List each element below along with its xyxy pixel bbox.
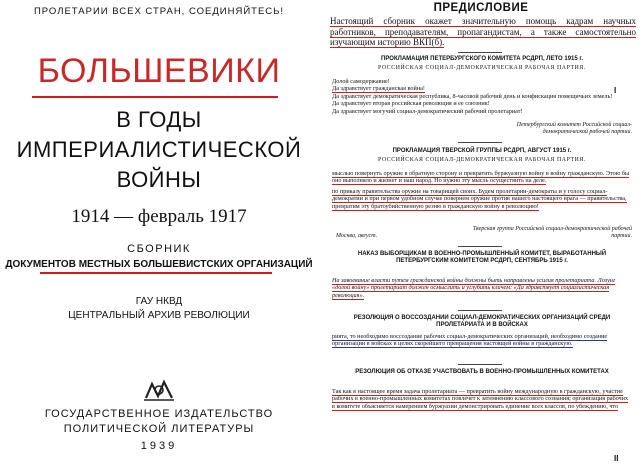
institution-line-1: ГАУ НКВД <box>135 296 183 307</box>
subtitle: ДОКУМЕНТОВ МЕСТНЫХ БОЛЬШЕВИСТСКИХ ОРГАНИЗАЦИЙ <box>5 259 313 270</box>
section-1-line-5: Да здравствует могучий социал-демократический рабочий пролетариат! <box>332 107 523 115</box>
section-5-text: Так как в настоящее время задача пролетариата — превратить войну международную в гражданскую, участие рабочих в военно-промышленных комитетах повлечет к затемнению классового сознания; организация рабочих в комитете объясняется намерением буржуазии демонстрировать единение всех классов, по убеждению, что <box>332 388 629 410</box>
book-title-line-1: В ГОДЫ <box>116 107 202 132</box>
section-2-para-1 <box>332 170 632 185</box>
section-2-signature: Тверская группа Российской социал-демократической рабочей партии. <box>472 226 632 240</box>
title-page <box>0 0 318 468</box>
publication-year: 1939 <box>140 440 178 452</box>
section-1-line-1: Долой самодержавие! <box>332 78 390 85</box>
title-underline <box>32 96 278 98</box>
section-1-subtitle: РОССИЙСКАЯ СОЦИАЛ-ДЕМОКРАТИЧЕСКАЯ РАБОЧАЯ ПАРТИЯ. <box>378 65 586 71</box>
divider <box>458 142 502 143</box>
institution-line-2: ЦЕНТРАЛЬНЫЙ АРХИВ РЕВОЛЮЦИИ <box>68 310 250 321</box>
section-4-body <box>332 333 632 348</box>
book-title-line-2: ИМПЕРИАЛИСТИЧЕСКОЙ <box>16 137 302 162</box>
section-3-text: На завоевание власти путем гражданской войны должны быть направлены усилия пролетариата. Лозунг «долой войну» пролетариат должен осмыслить и углубить кличем: «Да здравствует социалистическая революция». <box>332 277 616 299</box>
section-2-place: Москва, август. <box>336 233 378 239</box>
section-4-text: рията, то необходимо воссоздание рабочих социал-демократических организаций, необходимо создание организации в войсках в целях скорейшего превращения настоящей войны в гражданскую. <box>332 333 608 348</box>
section-2-subtitle: РОССИЙСКАЯ СОЦИАЛ-ДЕМОКРАТИЧЕСКАЯ РАБОЧАЯ ПАРТИЯ. <box>378 157 586 163</box>
book-title-line-3: ВОЙНЫ <box>116 167 202 192</box>
preface-intro-text: Настоящий сборник окажет значительную помощь кадрам научных работников, преподавателям, пропагандистам, а также самостоятельно изучающим историю ВКП(б). <box>330 16 636 48</box>
divider <box>458 52 502 53</box>
section-1-body <box>332 78 632 115</box>
page-number-2: II <box>614 454 619 463</box>
divider <box>458 364 502 365</box>
section-1-signature: Петербургский комитет Российской социал-демократической рабочей партии. <box>516 122 632 136</box>
section-2-para-2-text: по приказу правительства оружие на товарищей своих. Будем пролетарии-демократы и у голосу социал-демократии и при первом удобном случае повернем оружие против нашего настоящего врага — правительства, превратим эту братоубийственную резню в гражданскую войну в революцию! <box>332 187 627 210</box>
preface-intro <box>330 16 636 48</box>
collection-label: СБОРНИК <box>127 243 191 255</box>
section-2-para-1-text: мыслью повернуть оружие в обратную сторону и превратить буржуазную войну в войну гражданскую. Этою бы оно выполняло и жизнет и наш народ. Но нужно эту мысль осуществить на деле. <box>332 170 630 185</box>
divider <box>458 310 502 311</box>
section-5-title: РЕЗОЛЮЦИЯ ОБ ОТКАЗЕ УЧАСТВОВАТЬ В ВОЕННО-ПРОМЫШЛЕННЫХ КОМИТЕТАХ <box>355 369 609 375</box>
section-5-body <box>332 388 632 410</box>
preface-heading: ПРЕДИСЛОВИЕ <box>433 2 529 14</box>
section-4-title: РЕЗОЛЮЦИЯ О ВОССОЗДАНИИ СОЦИАЛ-ДЕМОКРАТИЧЕСКИХ ОРГАНИЗАЦИЙ СРЕДИ ПРОЛЕТАРИАТА И В ВОЙСКАХ <box>353 315 611 329</box>
section-2-body <box>332 170 632 210</box>
preface-page <box>322 0 640 468</box>
section-2-para-2 <box>332 188 632 210</box>
years: 1914 — февраль 1917 <box>71 206 247 227</box>
section-3-title: НАКАЗ ВЫБОРЩИКАМ В ВОЕННО-ПРОМЫШЛЕННЫЙ КОМИТЕТ, ВЫРАБОТАННЫЙ ПЕТЕРБУРГСКИМ КОМИТЕТОМ РСДРП, СЕНТЯБРЬ 1915 г. <box>357 251 607 265</box>
section-1-line-2 <box>332 85 632 92</box>
section-1-line-3: Да здравствует демократическая республика, 8-часовой рабочий день и конфискация помещичьих земель! <box>332 92 613 100</box>
section-1-line-4: Да здравствует вторая российская революция и ее союзник! <box>332 100 490 108</box>
section-3-body <box>332 277 632 299</box>
subtitle-underline <box>40 272 272 274</box>
section-1-line-2-text: Да здравствует гражданская война! <box>332 85 425 93</box>
section-2-title: ПРОКЛАМАЦИЯ ТВЕРСКОЙ ГРУППЫ РСДРП, АВГУСТ 1915 г. <box>392 148 572 154</box>
publisher-line-1: ГОСУДАРСТВЕННОЕ ИЗДАТЕЛЬСТВО <box>44 408 274 420</box>
publisher-emblem-icon <box>142 378 176 402</box>
page-number-1: I <box>614 86 617 95</box>
divider <box>458 246 502 247</box>
book-title-main: БОЛЬШЕВИКИ <box>37 52 281 90</box>
motto: ПРОЛЕТАРИИ ВСЕХ СТРАН, СОЕДИНЯЙТЕСЬ! <box>33 6 285 17</box>
section-1-title: ПРОКЛАМАЦИЯ ПЕТЕРБУРГСКОГО КОМИТЕТА РСДРП, ЛЕТО 1915 г. <box>381 56 583 62</box>
publisher-line-2: ПОЛИТИЧЕСКОЙ ЛИТЕРАТУРЫ <box>63 423 255 435</box>
